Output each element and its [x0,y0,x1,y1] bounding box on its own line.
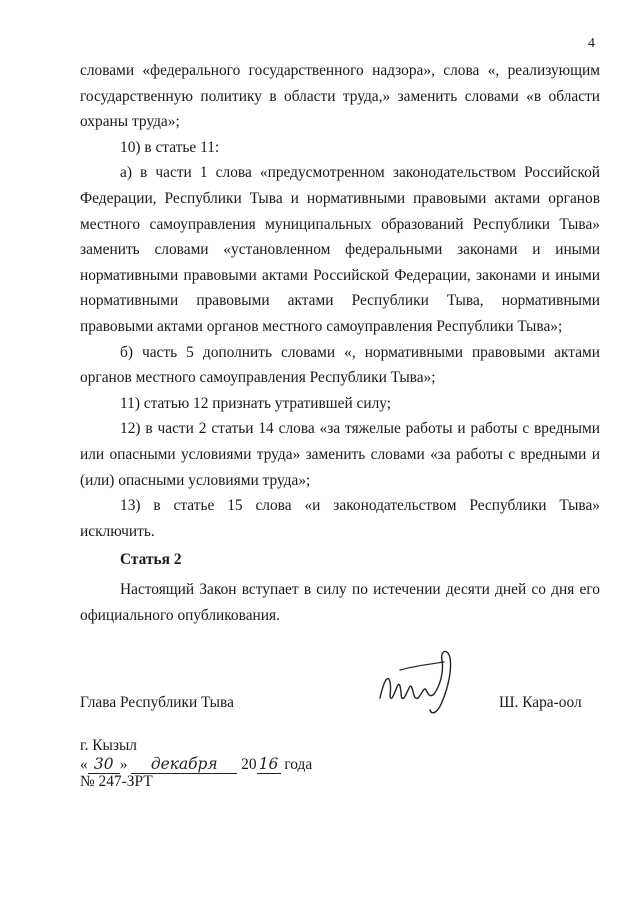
date-year-suffix: 16 [257,755,281,774]
paragraph: 11) статью 12 признать утратившей силу; [120,394,392,412]
body-text [80,58,600,544]
date-year-prefix: 20 [241,756,257,773]
article-heading: Статья 2 [120,551,182,568]
date-month: декабря [131,755,237,774]
handwritten-signature-icon [370,640,470,720]
signature [370,640,470,725]
paragraph: а) в части 1 слова «предусмотренном законодательством Российской Федерации, Республики Тыва и нормативными правовыми актами органов местного самоуправления муниципальных образований Республики Тыва» заменить словами «установленном федеральными законами и иными нормативными правовыми актами Российской Федерации, законами и иными нормативными правовыми актами Республики Тыва, нормативными правовыми актами органов местного самоуправления Республики Тыва»; [80,164,600,335]
paragraph: словами «федерального государственного надзора», слова «, реализующим государственную политику в области труда,» заменить словами «в области охраны труда»; [80,62,600,131]
date-open-quote: « [80,756,88,773]
article-text: Настоящий Закон вступает в силу по истечении десяти дней со дня его официального опубликования. [80,581,600,624]
paragraph: б) часть 5 дополнить словами «, нормативными правовыми актами органов местного самоуправления Республики Тыва»; [80,343,600,387]
paragraph: 12) в части 2 статьи 14 слова «за тяжелые работы и работы с вредными или опасными условиями труда» заменить словами «за работы с вредными и (или) опасными условиями труда»; [80,420,600,489]
paragraph: 10) в статье 11: [120,138,220,156]
paragraph: 13) в статье 15 слова «и законодательством Республики Тыва» исключить. [80,497,600,540]
signer-name: Ш. Кара-оол [499,694,582,711]
place: г. Кызыл [80,737,137,754]
document-number: № 247-ЗРТ [80,773,153,790]
signer-title: Глава Республики Тыва [80,694,234,711]
date-day: 30 [88,755,120,774]
page-number: 4 [588,36,595,51]
date-close-quote: » [119,756,128,773]
date-word: года [284,756,313,773]
date-line [80,755,312,774]
